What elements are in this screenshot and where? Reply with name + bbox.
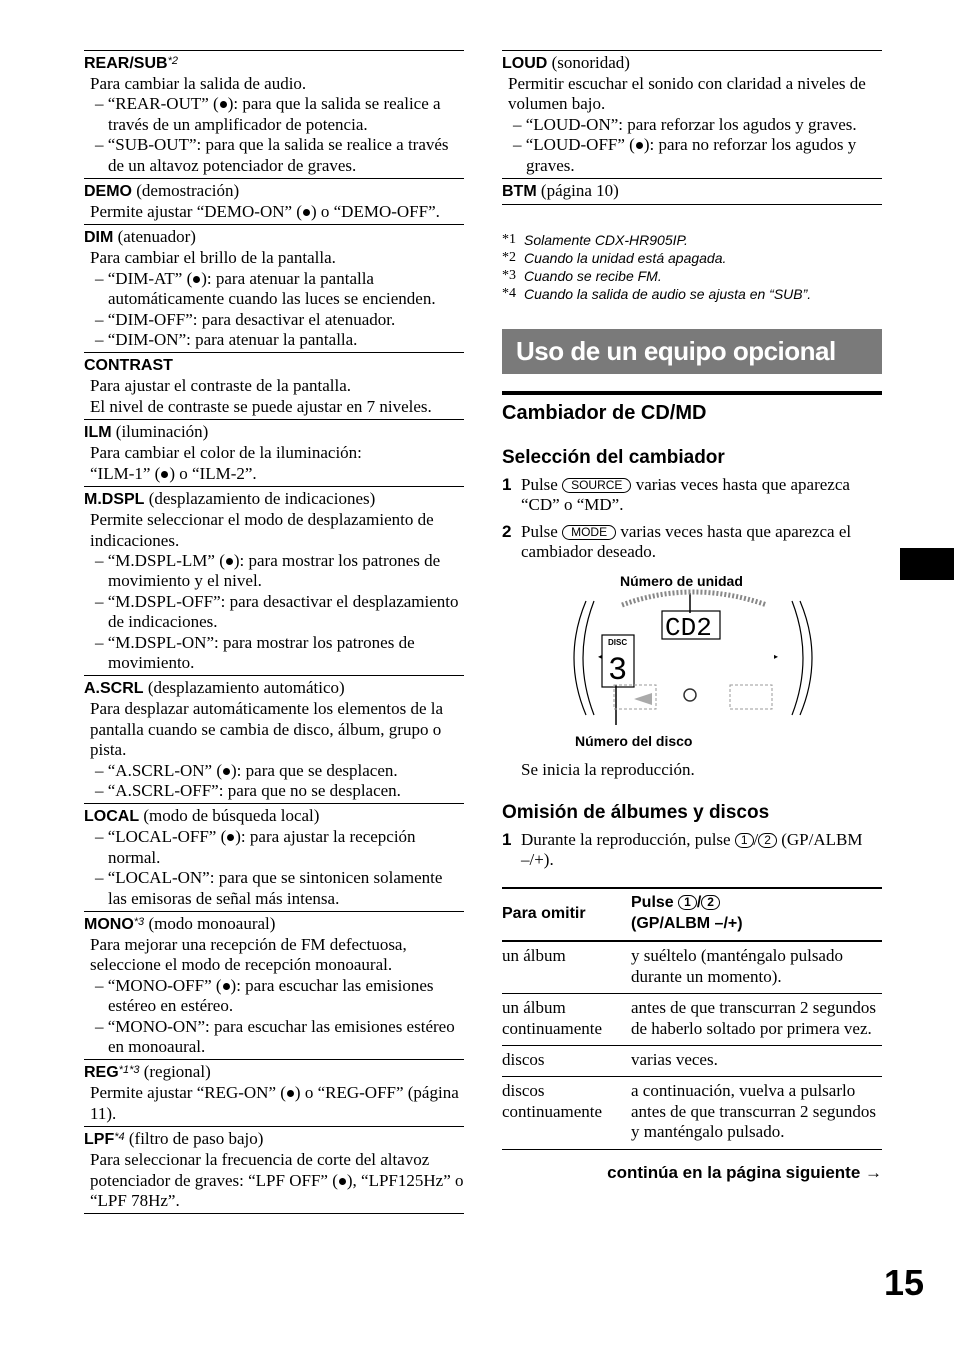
selection-steps	[502, 475, 882, 563]
footnote-text: Cuando la salida de audio se ajusta en “SUB”.	[524, 286, 812, 303]
term-footnote-mark: *1*3	[118, 1064, 140, 1077]
entry-description: El nivel de contraste se puede ajustar en 7 niveles.	[90, 396, 432, 416]
button-1-key: 1	[735, 833, 754, 848]
selection-step	[502, 475, 882, 516]
term-name: MONO	[84, 916, 134, 933]
footnote-mark: *2	[502, 250, 516, 266]
subsection-title: Cambiador de CD/MD	[502, 402, 707, 425]
section-title: Uso de un equipo opcional	[502, 329, 882, 374]
entry-option: – “LOCAL-ON”: para que se sintonicen solamente las emisoras de señal más intensa.	[95, 868, 443, 908]
term-note: (sonoridad)	[551, 53, 630, 72]
disc-number-caption: Número del disco	[575, 732, 693, 749]
text: “M.DSPL-ON”: para mostrar los patrones de movimiento.	[107, 632, 415, 672]
term-note: (iluminación)	[115, 422, 209, 442]
term-note: (modo de búsqueda local)	[143, 806, 320, 826]
term-name: DIM	[84, 229, 114, 247]
entry-term	[502, 53, 882, 74]
term-note: (atenuador)	[117, 227, 196, 247]
left-column	[84, 50, 464, 1214]
term-note: (desplazamiento automático)	[147, 678, 345, 698]
table-header-press: Pulse 1 / 2 (GP/ALBM –/+)	[631, 888, 882, 941]
table-cell-press: a continuación, vuelva a pulsarlo antes de que transcurran 2 segundos y manténgalo pulsado.	[631, 1077, 882, 1149]
text: “M.DSPL-LM” (	[107, 550, 225, 570]
setting-entry	[84, 419, 464, 486]
svg-text:▸: ▸	[774, 651, 779, 661]
term-note: (desplazamiento de indicaciones)	[148, 489, 376, 509]
entry-term	[84, 914, 464, 935]
entry-term	[84, 53, 464, 74]
entry-option: – “MONO-OFF” ( ): para escuchar las emisiones estéreo en estéreo.	[95, 975, 434, 1016]
default-dot-icon	[226, 558, 233, 565]
table-cell-skip: un álbum	[502, 941, 631, 993]
entry-term	[84, 422, 464, 443]
text: “MONO-ON”: para escuchar las emisiones estéreo en monoaural.	[107, 1016, 455, 1057]
entry-option: – “MONO-ON”: para escuchar las emisiones estéreo en monoaural.	[95, 1016, 455, 1057]
entry-description: Permite seleccionar el modo de desplazamiento de indicaciones.	[90, 510, 434, 550]
unit-display-text: CD2	[665, 612, 712, 643]
footnote-text: Cuando la unidad está apagada.	[524, 250, 727, 267]
text: ), “LPF125Hz” o “LPF 78Hz”.	[90, 1170, 464, 1211]
setting-entry	[84, 50, 464, 178]
entry-option: – “DIM-OFF”: para desactivar el atenuador.	[95, 309, 396, 329]
selection-heading: Selección del cambiador	[502, 447, 725, 469]
text: “DIM-ON”: para atenuar la pantalla.	[107, 330, 358, 350]
entry-description: Para desplazar automáticamente los elementos de la pantalla cuando se cambia de disco, álbum, grupo o pista.	[90, 699, 444, 760]
term-name: LPF	[84, 1131, 115, 1149]
setting-entry	[502, 178, 882, 205]
setting-entry	[84, 1059, 464, 1126]
text: ): para que la salida se realice a través de un amplificador de potencia.	[108, 94, 441, 134]
disc-display-text: 3	[608, 651, 628, 689]
table-row	[502, 941, 882, 993]
table-key-2: 2	[701, 895, 720, 910]
setting-entry	[502, 50, 882, 178]
entry-option: – “LOUD-OFF” ( ): para no reforzar los agudos y graves.	[513, 135, 857, 175]
entry-description: Para mejorar una recepción de FM defectuosa, seleccione el modo de recepción monoaural.	[90, 935, 407, 975]
text: Permite ajustar “REG-ON” (	[90, 1083, 286, 1103]
entry-option: – “SUB-OUT”: para que la salida se realice a través de un altavoz potenciador de graves.	[95, 135, 449, 175]
term-note: (regional)	[143, 1062, 211, 1082]
entry-term	[502, 181, 882, 202]
text: ) o “DEMO-OFF”.	[310, 202, 440, 222]
setting-entry	[84, 803, 464, 911]
entry-option: – “A.SCRL-ON” ( ): para que se desplacen.	[95, 760, 398, 780]
table-row	[502, 1045, 882, 1076]
step-number: 1	[502, 475, 512, 495]
term-name: CONTRAST	[84, 357, 173, 375]
footnote-mark: *1	[502, 232, 516, 248]
term-name: A.SCRL	[84, 680, 144, 698]
entry-option: – “REAR-OUT” ( ): para que la salida se realice a través de un amplificador de potencia.	[95, 94, 441, 134]
setting-entry	[84, 352, 464, 419]
table-row	[502, 1077, 882, 1149]
entry-option: – “LOUD-ON”: para reforzar los agudos y graves.	[513, 114, 857, 134]
text: “A.SCRL-OFF”: para que no se desplacen.	[107, 780, 401, 800]
text: “LOUD-ON”: para reforzar los agudos y graves.	[525, 114, 857, 134]
text: “SUB-OUT”: para que la salida se realice a través de un altavoz potenciador de graves.	[107, 135, 449, 175]
selection-step	[502, 522, 882, 563]
svg-text:◂: ◂	[598, 651, 603, 661]
display-illustration	[502, 573, 882, 758]
default-dot-icon	[193, 276, 200, 283]
page-number: 15	[884, 1262, 925, 1303]
entry-description: Para cambiar la salida de audio.	[90, 74, 307, 93]
subsection-rule	[502, 391, 882, 395]
entry-option: – “M.DSPL-ON”: para mostrar los patrones de movimiento.	[95, 632, 415, 672]
entry-term	[84, 678, 464, 699]
footnote-text: Solamente CDX-HR905IP.	[524, 232, 688, 249]
term-footnote-mark: *4	[114, 1131, 125, 1144]
default-dot-icon	[287, 1090, 294, 1097]
text: ): para atenuar la pantalla automáticamente cuando las luces se encienden.	[108, 268, 436, 309]
term-name: LOCAL	[84, 808, 140, 826]
text: “A.SCRL-ON” (	[107, 760, 223, 780]
button-key: SOURCE	[562, 478, 631, 493]
text: “MONO-OFF” (	[107, 975, 222, 995]
text: “LOCAL-OFF” (	[107, 827, 227, 847]
term-name: ILM	[84, 424, 112, 442]
term-footnote-mark: *3	[133, 916, 145, 928]
entry-option: – “LOCAL-OFF” ( ): para ajustar la recepción normal.	[95, 827, 416, 867]
text: varias veces hasta que aparezca “CD” o “MD”.	[521, 475, 850, 515]
text: “ILM-1” (	[90, 463, 161, 483]
skip-table	[502, 887, 882, 1149]
step-text	[521, 522, 882, 563]
footnote-mark: *3	[502, 268, 516, 284]
entry-term	[84, 489, 464, 510]
entry-description: Para ajustar el contraste de la pantalla.	[90, 376, 352, 396]
step-text	[521, 475, 882, 516]
text: ) o “REG-OFF” (página 11).	[90, 1083, 459, 1123]
continue-note: continúa en la página siguiente →	[607, 1162, 882, 1182]
term-name: REAR/SUB	[84, 55, 168, 72]
term-name: LOUD	[502, 55, 548, 72]
entry-description: Para cambiar el brillo de la pantalla.	[90, 248, 336, 268]
display-diagram	[502, 573, 882, 758]
term-note: (demostración)	[136, 181, 240, 201]
term-name: REG	[84, 1064, 119, 1082]
footnote	[502, 231, 882, 249]
text: Pulse	[521, 521, 563, 541]
term-name: M.DSPL	[84, 491, 145, 509]
default-dot-icon	[636, 142, 643, 149]
table-cell-skip: discos	[502, 1045, 631, 1076]
entry-term	[84, 355, 464, 376]
table-key-1: 1	[678, 895, 697, 910]
entry-option: – “M.DSPL-OFF”: para desactivar el desplazamiento de indicaciones.	[95, 591, 459, 632]
text: ) o “ILM-2”.	[169, 463, 257, 483]
text: “LOUD-OFF” (	[525, 135, 635, 155]
text: ): para no reforzar los agudos y graves.	[526, 135, 857, 175]
entry-term	[84, 806, 464, 827]
entry-term	[84, 1062, 464, 1083]
entry-term	[84, 181, 464, 202]
setting-entry	[84, 1126, 464, 1214]
table-cell-press: antes de que transcurran 2 segundos de haberlo soltado por primera vez.	[631, 994, 882, 1046]
table-cell-skip: un álbum continuamente	[502, 994, 631, 1046]
default-dot-icon	[220, 101, 227, 108]
entry-term	[84, 1129, 464, 1150]
text: Permite ajustar “DEMO-ON” (	[90, 202, 302, 222]
entry-description: Permitir escuchar el sonido con claridad a niveles de volumen bajo.	[508, 74, 866, 114]
setting-entry	[84, 224, 464, 352]
footnote	[502, 267, 882, 285]
section-tab	[900, 548, 954, 580]
entry-term	[84, 227, 464, 248]
unit-number-caption: Número de unidad	[620, 572, 743, 589]
default-dot-icon	[227, 834, 234, 841]
skip-heading: Omisión de álbumes y discos	[502, 801, 770, 823]
button-2-key: 2	[758, 833, 777, 848]
table-cell-skip: discos continuamente	[502, 1077, 631, 1149]
setting-entry	[84, 675, 464, 803]
entry-option: – “DIM-ON”: para atenuar la pantalla.	[95, 330, 358, 350]
table-row	[502, 994, 882, 1046]
table-cell-press: y suéltelo (manténgalo pulsado durante un momento).	[631, 941, 882, 993]
disc-tag-text: DISC	[608, 637, 628, 647]
footnote-mark: *4	[502, 286, 516, 302]
text: “M.DSPL-OFF”: para desactivar el desplazamiento de indicaciones.	[107, 591, 459, 632]
term-footnote-mark: *2	[167, 55, 178, 67]
setting-entry	[84, 911, 464, 1059]
after-diagram-text: Se inicia la reproducción.	[521, 759, 695, 779]
term-name: BTM	[502, 183, 537, 201]
text: Pulse	[521, 475, 563, 495]
right-entries	[502, 50, 882, 205]
text: ): para ajustar la recepción normal.	[108, 827, 416, 867]
table-header-skip: Para omitir	[502, 888, 631, 941]
term-note: (modo monoaural)	[148, 914, 276, 933]
text: varias veces hasta que aparezca el cambiador deseado.	[521, 521, 852, 562]
entry-description	[84, 202, 464, 222]
entry-description	[84, 1083, 464, 1124]
button-key: MODE	[562, 525, 616, 540]
default-dot-icon	[339, 1178, 346, 1185]
entry-description	[84, 464, 464, 484]
text: ): para escuchar las emisiones estéreo en estéreo.	[108, 975, 434, 1016]
default-dot-icon	[303, 209, 310, 216]
entry-option: – “A.SCRL-OFF”: para que no se desplacen.	[95, 780, 401, 800]
footnote	[502, 249, 882, 267]
term-note: (página 10)	[540, 181, 619, 201]
footnote-text: Cuando se recibe FM.	[524, 268, 662, 285]
setting-entry	[84, 486, 464, 675]
entry-option: – “M.DSPL-LM” ( ): para mostrar los patrones de movimiento y el nivel.	[95, 550, 441, 591]
setting-entry	[84, 178, 464, 224]
step-text: Durante la reproducción, pulse 1 / 2 (GP/ALBM –/+).	[521, 829, 863, 870]
skip-step	[502, 830, 882, 871]
text: “REAR-OUT” (	[107, 94, 219, 114]
default-dot-icon	[223, 768, 230, 775]
entry-option: – “DIM-AT” ( ): para atenuar la pantalla automáticamente cuando las luces se encienden.	[95, 268, 436, 309]
term-name: DEMO	[84, 183, 132, 201]
footnote	[502, 285, 882, 303]
text: ): para mostrar los patrones de movimiento y el nivel.	[108, 550, 441, 591]
default-dot-icon	[223, 983, 230, 990]
default-dot-icon	[161, 471, 168, 478]
table-cell-press: varias veces.	[631, 1045, 882, 1076]
footnotes	[502, 231, 882, 303]
text: “LOCAL-ON”: para que se sintonicen solamente las emisoras de señal más intensa.	[107, 868, 443, 908]
term-note: (filtro de paso bajo)	[128, 1129, 264, 1149]
text: “DIM-OFF”: para desactivar el atenuador.	[107, 309, 396, 329]
right-column	[502, 50, 882, 1183]
text: “DIM-AT” (	[107, 268, 193, 288]
text: ): para que se desplacen.	[231, 760, 398, 780]
text: Para seleccionar la frecuencia de corte del altavoz potenciador de graves: “LPF OFF” (	[90, 1150, 430, 1190]
step-number: 2	[502, 521, 512, 541]
step-number: 1	[502, 829, 512, 849]
entry-description	[84, 1150, 464, 1211]
entry-description: Para cambiar el color de la iluminación:	[90, 443, 362, 463]
